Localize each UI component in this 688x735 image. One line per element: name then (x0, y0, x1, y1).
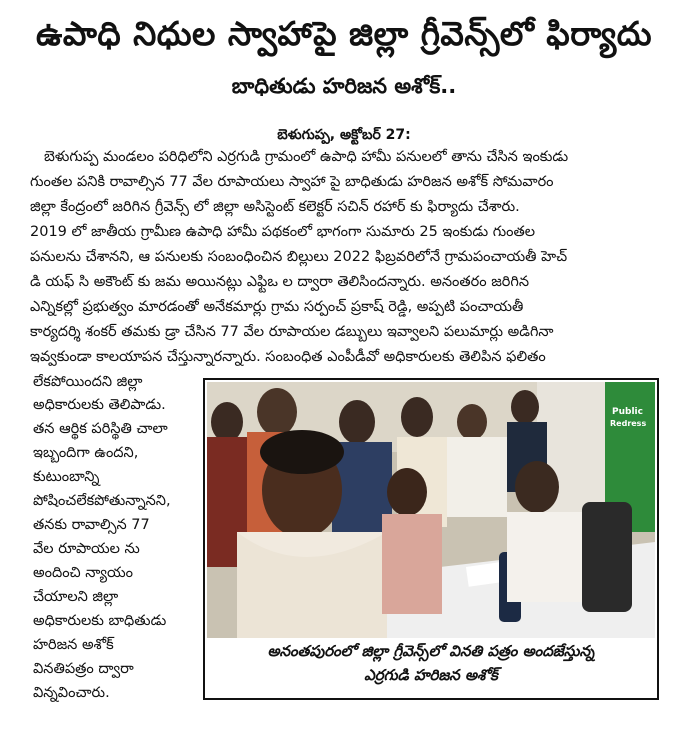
side-line: అధికారులకు బాధితుడు (33, 613, 167, 629)
body-line: ఎన్నికల్లో ప్రభుత్వం మారడంతో అనేకమార్లు గ్రామ సర్పంచ్ ప్రకాష్ రెడ్డి, అప్పటి పంచాయతీ (30, 299, 524, 315)
side-line: విన్నవించారు. (33, 685, 110, 701)
news-photo-frame (203, 378, 659, 700)
body-line: బెళుగుప్ప మండలం పరిధిలోని ఎర్రగుడి గ్రామంలో ఉపాధి హామీ పనులలో తాను చేసిన ఇంకుడు (44, 149, 569, 165)
dateline: బెళుగుప్ప, అక్టోబర్ 27: (277, 127, 411, 143)
side-line: వినతిపత్రం ద్వారా (33, 661, 134, 677)
body-line: డి యఫ్ సి అకౌంట్ కు జమ అయినట్లు ఎఫ్టిఒ ల ద్వారా తెలిసిందన్నారు. అనంతరం జరిగిన (30, 274, 530, 290)
body-line: 2019 లో జాతీయ గ్రామీణ ఉపాధి హామీ పథకంలో భాగంగా సుమారు 25 ఇంకుడు గుంతల (30, 224, 536, 240)
side-line: కుటుంబాన్ని (33, 469, 100, 485)
side-line: హరిజన అశోక్ (33, 637, 114, 653)
side-line: ఇబ్బందిగా ఉందని, (33, 445, 139, 461)
photo-caption-line-2: ఎర్రగుడి హరిజన అశోక్ (364, 666, 498, 684)
side-line: అధికారులకు తెలిపాడు. (33, 397, 166, 413)
side-line: పోషించలేకపోతున్నానని, (33, 493, 171, 509)
side-line: తనకు రావాల్సిన 77 (33, 517, 150, 533)
body-line: జిల్లా కేంద్రంలో జరిగిన గ్రీవెన్స్ లో జిల్లా అసిస్టెంట్ కలెక్టర్ సచిన్ రహార్ కు ఫిర్యాదు చేశారు. (30, 199, 520, 215)
svg-text:Public: Public (612, 407, 643, 417)
body-line: ఇవ్వకుండా కాలయాపన చేస్తున్నారన్నారు. సంబంధిత ఎంపీడీవో అధికారులకు తెలిపిన ఫలితం (30, 349, 546, 365)
headline: ఉపాధి నిధుల స్వాహాపై జిల్లా గ్రీవెన్స్‌లో ఫిర్యాదు (35, 14, 653, 53)
svg-text:Redress: Redress (610, 419, 647, 428)
body-line: పనులను చేశానని, ఆ పనులకు సంబంధించిన బిల్లులు 2022 ఫిబ్రవరిలోనే గ్రామపంచాయతీ హెచ్ (30, 249, 568, 265)
side-line: చేయాలని జిల్లా (33, 589, 119, 605)
body-line: గుంతల పనికి రావాల్సిన 77 వేల రూపాయలు స్వాహా పై బాధితుడు హరిజన అశోక్ సోమవారం (30, 174, 554, 190)
news-photo (207, 382, 655, 638)
photo-illustration (207, 382, 655, 638)
side-line: తన ఆర్థిక పరిస్థితి చాలా (33, 421, 168, 437)
body-line: కార్యదర్శి శంకర్ తమకు డ్రా చేసిన 77 వేల రూపాయల డబ్బులు ఇవ్వాలని పలుమార్లు అడిగినా (30, 324, 554, 340)
side-line: వేల రూపాయల ను (33, 541, 140, 557)
subheadline: బాధితుడు హరిజన అశోక్.. (231, 74, 457, 98)
side-line: లేకపోయిందని జిల్లా (33, 374, 143, 390)
photo-caption-line-1: అనంతపురంలో జిల్లా గ్రీవెన్స్‌లో వినతి పత్రం అందజేస్తున్న (267, 642, 595, 660)
side-line: అందించి న్యాయం (33, 565, 133, 581)
